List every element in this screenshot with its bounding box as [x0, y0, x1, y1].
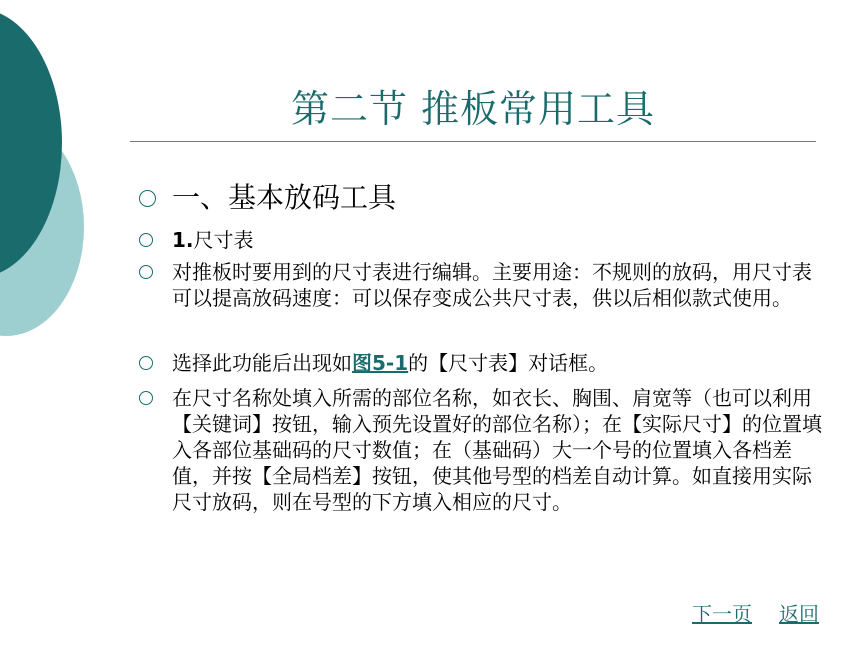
item-text-post: 的【尺寸表】对话框。: [408, 351, 609, 375]
slide-title: 第二节 推板常用工具: [290, 87, 656, 131]
next-page-link[interactable]: 下一页: [692, 602, 752, 626]
bullet-icon: [139, 190, 156, 207]
list-item: [172, 227, 822, 253]
list-item: 对推板时要用到的尺寸表进行编辑。主要用途：不规则的放码，用尺寸表可以提高放码速度：可以保存变成公共尺寸表，供以后相似款式使用。: [172, 260, 812, 310]
item-text-pre: 选择此功能后出现如: [172, 351, 352, 375]
list-item-heading: 一、基本放码工具: [172, 181, 397, 214]
item-number: 1.: [172, 228, 194, 252]
bullet-icon: [139, 265, 153, 279]
list-item: 在尺寸名称处填入所需的部位名称，如衣长、胸围、肩宽等（也可以利用【关键词】按钮，输入预先设置好的部位名称）；在【实际尺寸】的位置填入各部位基础码的尺寸数值；在（基础码）大一个号的位置填入各档差值，并按【全局档差】按钮，使其他号型的档差自动计算。如直接用实际尺寸放码，则在号型的下方填入相应的尺寸。: [172, 386, 822, 514]
back-link[interactable]: 返回: [779, 602, 819, 626]
bullet-icon: [139, 356, 153, 370]
figure-link[interactable]: 图5-1: [352, 351, 409, 375]
list-item: [172, 350, 822, 376]
item-label: 尺寸表: [193, 228, 254, 252]
title-divider: [130, 141, 816, 142]
bullet-icon: [139, 233, 153, 247]
bullet-icon: [139, 391, 153, 405]
